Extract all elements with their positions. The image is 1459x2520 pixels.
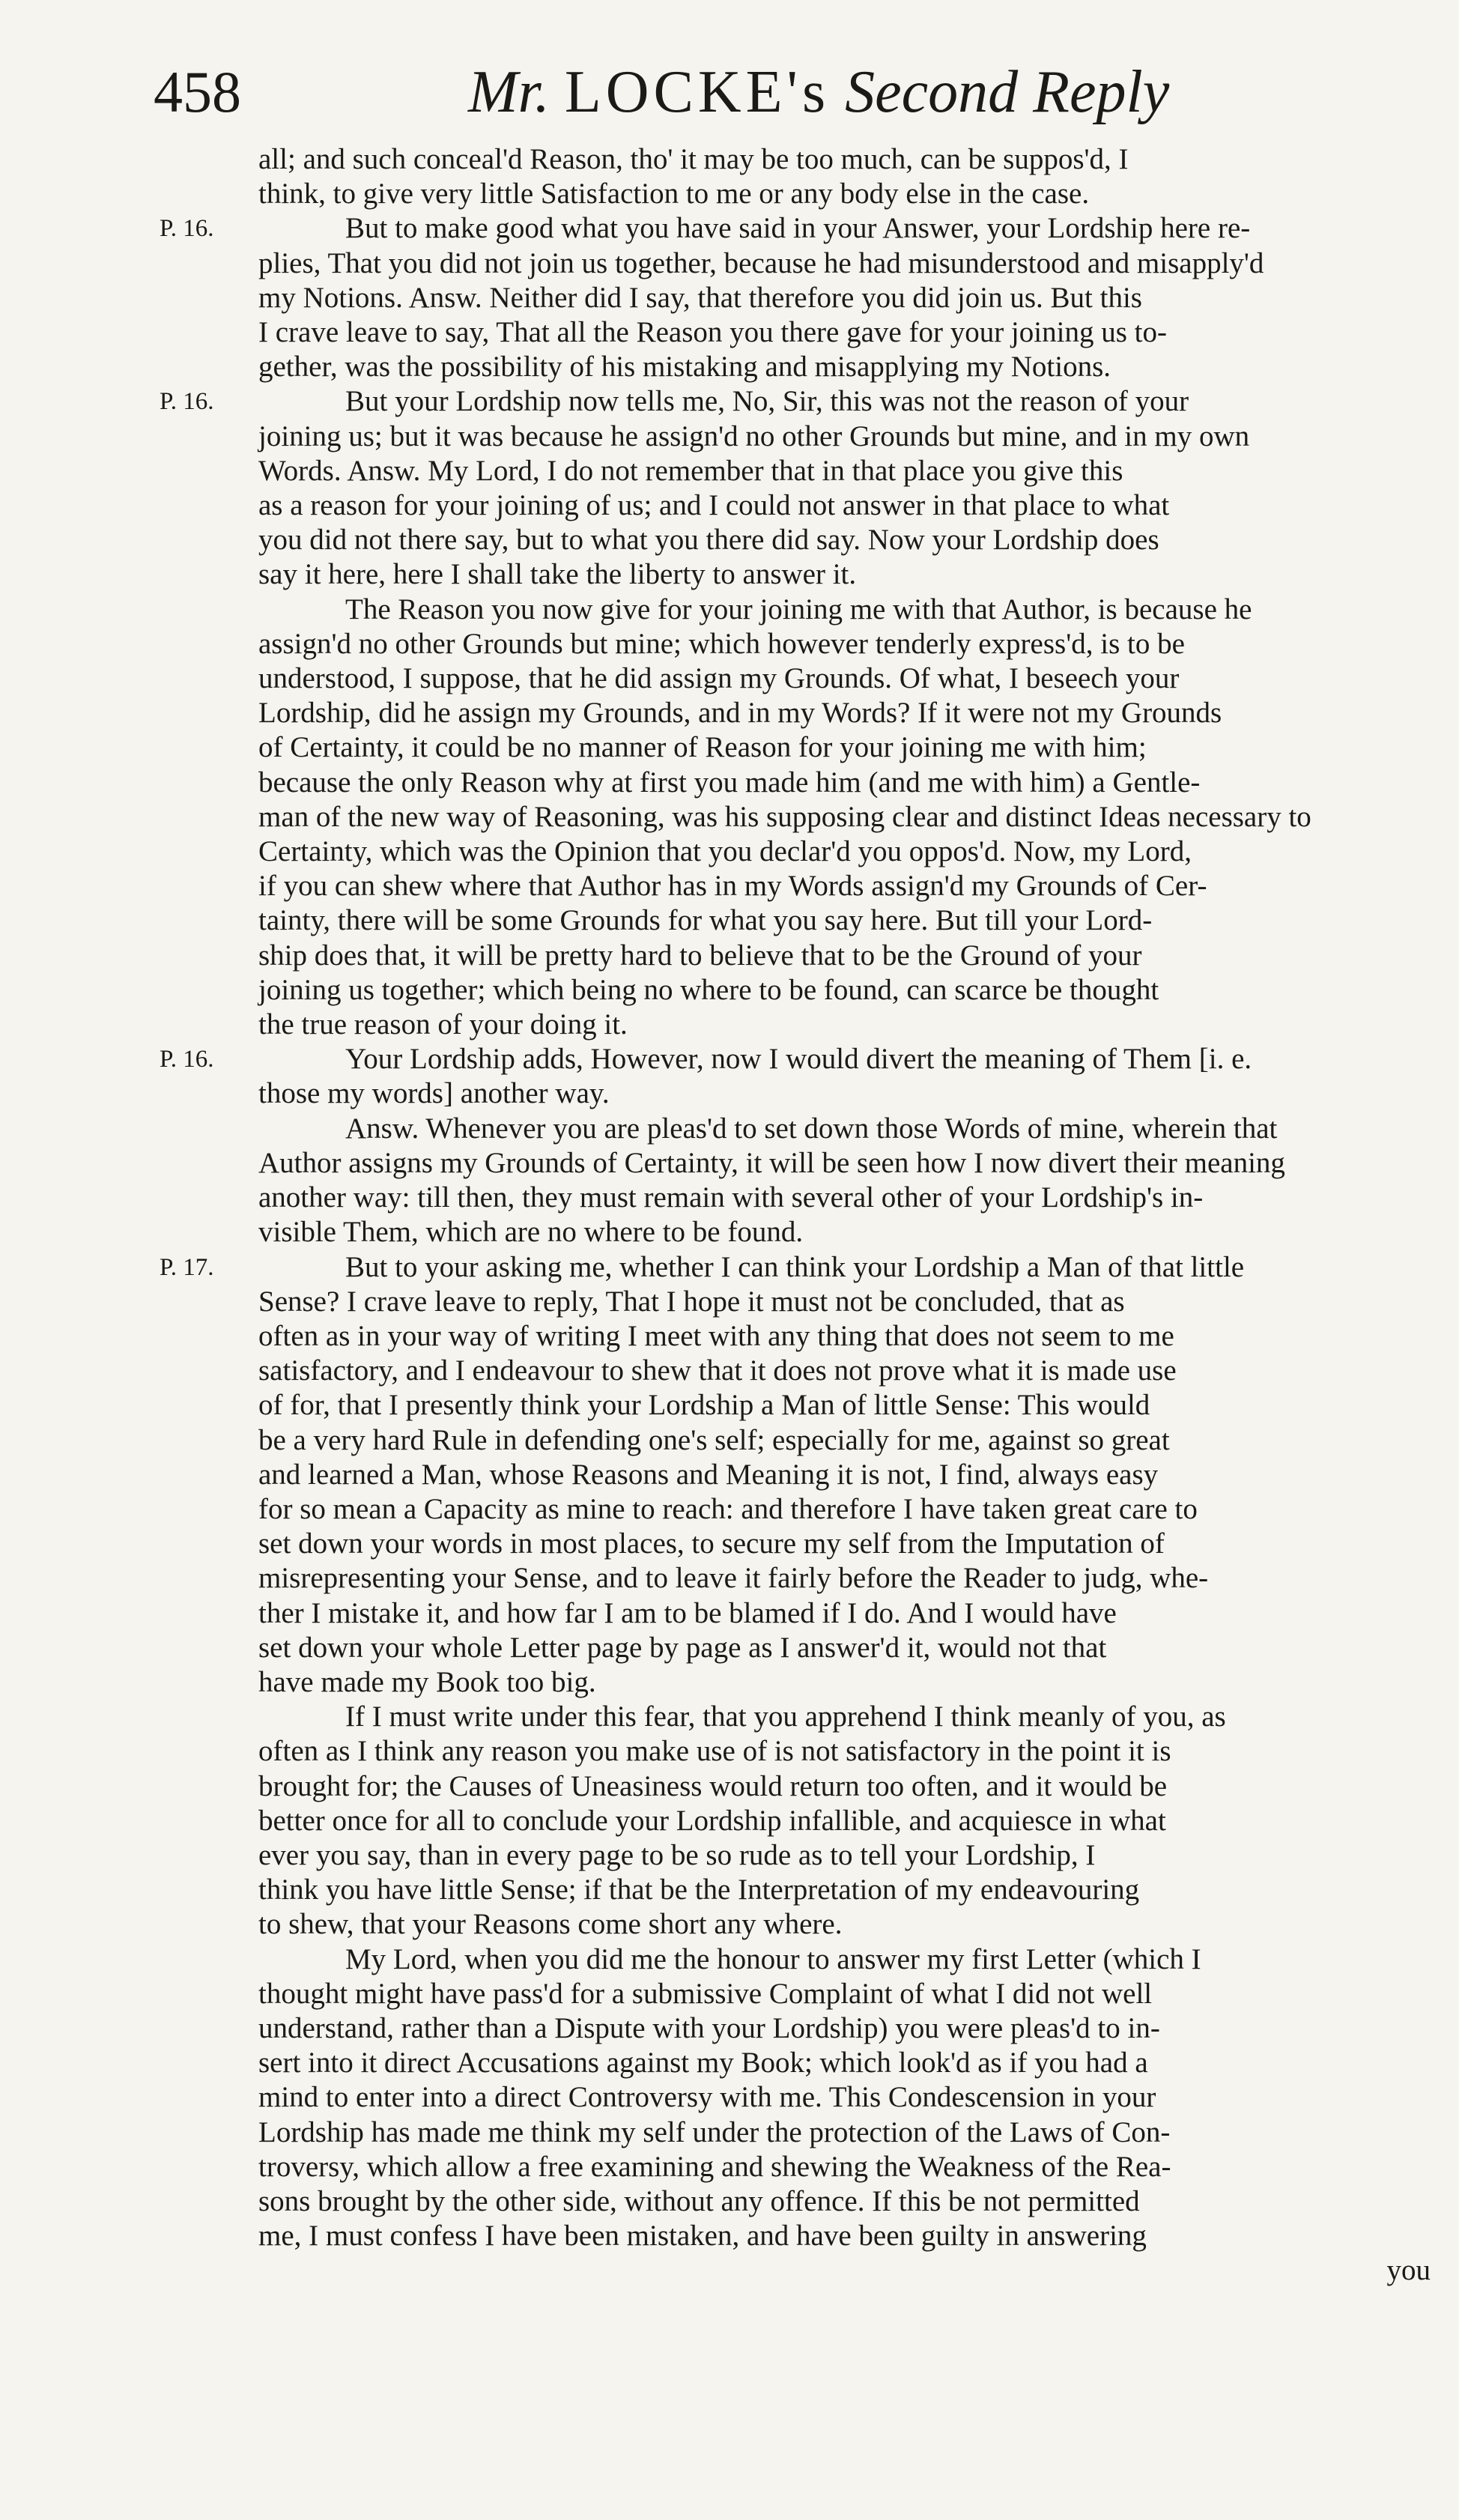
text-line: for so mean a Capacity as mine to reach: and therefore I have taken great care to [258, 1492, 1198, 1525]
text-line: often as I think any reason you make use of is not satisfactory in the point it is [258, 1735, 1171, 1768]
text-line: of for, that I presently think your Lordship a Man of little Sense: This would [258, 1389, 1150, 1422]
paragraph [258, 1700, 1431, 1942]
text-line: my Notions. Answ. Neither did I say, that therefore you did join us. But this [258, 281, 1142, 314]
text-line: of Certainty, it could be no manner of Reason for your joining me with him; [258, 731, 1147, 764]
paragraph [258, 1112, 1431, 1250]
text-line: as a reason for your joining of us; and I could not answer in that place to what [258, 489, 1170, 522]
text-line: to shew, that your Reasons come short any where. [258, 1908, 843, 1941]
running-head-rest: Second Reply [845, 59, 1170, 125]
text-line: Sense? I crave leave to reply, That I hope it must not be concluded, that as [258, 1285, 1125, 1318]
text-line: the true reason of your doing it. [258, 1008, 628, 1041]
text-line: Certainty, which was the Opinion that you declar'd you oppos'd. Now, my Lord, [258, 835, 1192, 868]
text-line: ever you say, than in every page to be so rude as to tell your Lordship, I [258, 1838, 1096, 1871]
text-line: if you can shew where that Author has in my Words assign'd my Grounds of Cer- [258, 870, 1207, 903]
text-line: ship does that, it will be pretty hard to believe that to be the Ground of your [258, 939, 1142, 972]
page-body [160, 142, 1431, 2289]
text-line: If I must write under this fear, that you apprehend I think meanly of you, as [345, 1700, 1226, 1733]
text-line: sons brought by the other side, without any offence. If this be not permitted [258, 2184, 1140, 2217]
paragraph [258, 593, 1431, 1043]
text-line: But your Lordship now tells me, No, Sir, this was not the reason of your [345, 385, 1189, 418]
margin-reference: P. 17. [160, 1253, 214, 1281]
text-line: say it here, here I shall take the liberty to answer it. [258, 558, 857, 591]
text-line: plies, That you did not join us together, because he had misunderstood and misapply'd [258, 246, 1264, 279]
text-line: sert into it direct Accusations against my Book; which look'd as if you had a [258, 2047, 1148, 2080]
text-line: misrepresenting your Sense, and to leave it fairly before the Reader to judg, whe- [258, 1562, 1209, 1595]
text-line: set down your whole Letter page by page as I answer'd it, would not that [258, 1631, 1107, 1664]
text-line: satisfactory, and I endeavour to shew that it does not prove what it is made use [258, 1354, 1177, 1387]
paragraph [160, 1250, 1431, 1700]
paragraph [258, 1942, 1431, 2254]
text-line: those my words] another way. [258, 1077, 610, 1110]
text-line: I crave leave to say, That all the Reason you there gave for your joining us to- [258, 316, 1167, 349]
text-line: think, to give very little Satisfaction to me or any body else in the case. [258, 178, 1090, 210]
text-line: gether, was the possibility of his mistaking and misapplying my Notions. [258, 351, 1111, 384]
text-line: My Lord, when you did me the honour to answer my first Letter (which I [345, 1942, 1201, 1975]
text-line: you did not there say, but to what you there did say. Now your Lordship does [258, 524, 1159, 557]
paragraph [160, 1042, 1431, 1111]
catchword: you [1386, 2254, 1431, 2287]
text-line: brought for; the Causes of Uneasiness would return too often, and it would be [258, 1769, 1168, 1802]
text-line: thought might have pass'd for a submissive Complaint of what I did not well [258, 1977, 1153, 2010]
margin-reference: P. 16. [160, 1046, 214, 1073]
text-line: think you have little Sense; if that be the Interpretation of my endeavouring [258, 1874, 1140, 1906]
text-line: Author assigns my Grounds of Certainty, it will be seen how I now divert their meaning [258, 1146, 1285, 1179]
margin-reference: P. 16. [160, 215, 214, 243]
text-line: be a very hard Rule in defending one's self; especially for me, against so great [258, 1423, 1170, 1456]
text-line: Lordship has made me think my self under the protection of the Laws of Con- [258, 2115, 1171, 2148]
text-line: visible Them, which are no where to be found. [258, 1216, 804, 1249]
text-line: But to make good what you have said in your Answer, your Lordship here re- [345, 212, 1251, 245]
margin-reference: P. 16. [160, 388, 214, 416]
paragraph [258, 142, 1431, 211]
text-line: have made my Book too big. [258, 1665, 596, 1698]
text-line: ther I mistake it, and how far I am to be blamed if I do. And I would have [258, 1596, 1117, 1629]
text-line: and learned a Man, whose Reasons and Meaning it is not, I find, always easy [258, 1458, 1159, 1491]
text-line: The Reason you now give for your joining me with that Author, is because he [345, 593, 1252, 626]
text-line: troversy, which allow a free examining and shewing the Weakness of the Rea- [258, 2150, 1171, 2183]
text-line: set down your words in most places, to secure my self from the Imputation of [258, 1527, 1165, 1560]
text-line: man of the new way of Reasoning, was his supposing clear and distinct Ideas necessary to [258, 800, 1311, 833]
text-line: because the only Reason why at first you made him (and me with him) a Gentle- [258, 766, 1201, 799]
text-line: assign'd no other Grounds but mine; which however tenderly express'd, is to be [258, 627, 1185, 660]
text-line: better once for all to conclude your Lordship infallible, and acquiesce in what [258, 1804, 1166, 1837]
text-line: another way: till then, they must remain with several other of your Lordship's in- [258, 1181, 1204, 1214]
text-line: Your Lordship adds, However, now I would divert the meaning of Them [i. e. [345, 1043, 1252, 1076]
text-line: Lordship, did he assign my Grounds, and in my Words? If it were not my Grounds [258, 697, 1222, 730]
running-head-prefix: Mr. [468, 59, 550, 125]
text-line: tainty, there will be some Grounds for what you say here. But till your Lord- [258, 904, 1153, 937]
text-line: understood, I suppose, that he did assign my Grounds. Of what, I beseech your [258, 662, 1180, 695]
text-line: often as in your way of writing I meet with any thing that does not seem to me [258, 1319, 1174, 1352]
page-number: 458 [154, 59, 241, 124]
text-line: Answ. Whenever you are pleas'd to set down those Words of mine, wherein that [345, 1112, 1278, 1145]
text-line: But to your asking me, whether I can think your Lordship a Man of that little [345, 1250, 1245, 1283]
page-header [154, 58, 1202, 148]
text-line: me, I must confess I have been mistaken, and have been guilty in answering [258, 2220, 1147, 2253]
paragraph [160, 384, 1431, 592]
text-line: all; and such conceal'd Reason, tho' it may be too much, can be suppos'd, I [258, 143, 1129, 175]
paragraph [160, 211, 1431, 384]
text-line: understand, rather than a Dispute with your Lordship) you were pleas'd to in- [258, 2011, 1160, 2044]
running-head [468, 58, 1169, 127]
text-line: Words. Answ. My Lord, I do not remember that in that place you give this [258, 454, 1123, 487]
text-line: joining us together; which being no where to be found, can scarce be thought [258, 973, 1159, 1006]
text-line: mind to enter into a direct Controversy with me. This Condescension in your [258, 2081, 1156, 2114]
running-head-name: LOCKE's [564, 59, 831, 125]
text-line: joining us; but it was because he assign'd no other Grounds but mine, and in my own [258, 420, 1250, 452]
